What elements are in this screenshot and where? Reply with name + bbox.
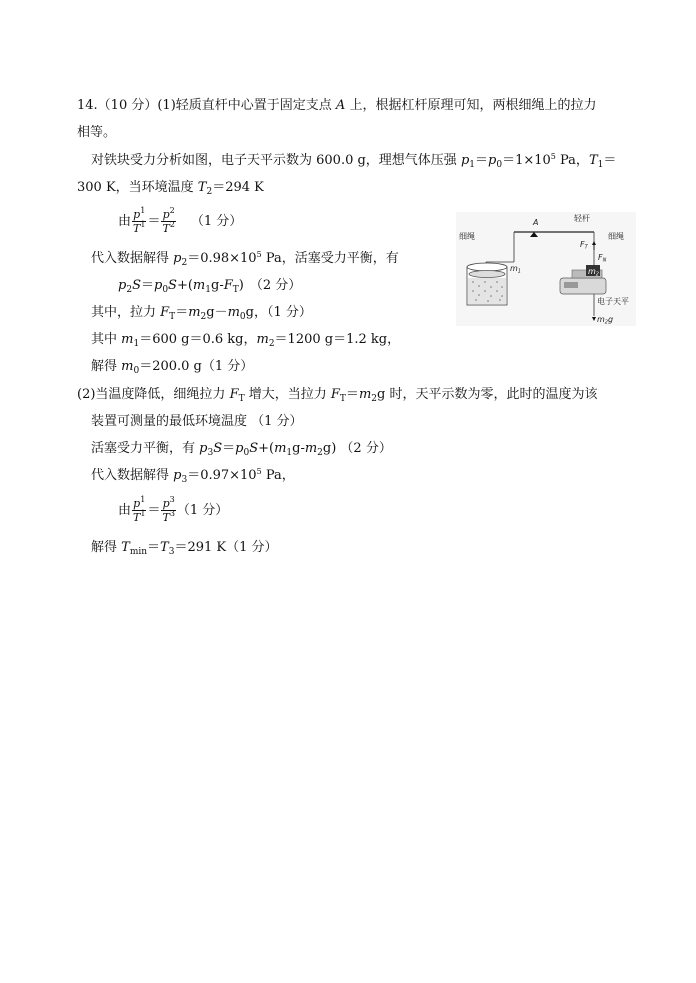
text: 活塞受力平衡，有 [91,441,200,456]
sub-1: 1 [597,160,604,170]
var-m1: m [192,278,206,293]
var-m0: m [227,305,240,320]
sub-3: 3 [207,448,214,458]
frac-den-t: T [162,511,170,524]
frac-num-sub: 3 [169,495,175,504]
text: g－ [206,305,228,320]
value: ＝291 K（1 分） [174,540,278,555]
eq-sign: ＝ [603,153,617,168]
label-m1: m1 [510,264,521,275]
p2-result-line [91,250,399,268]
text: g- [292,441,305,456]
var-s: S [249,441,259,456]
label-fn: FN [598,253,607,264]
var-t3: T [160,540,169,555]
value: ＝200.0 g（1 分） [139,359,254,374]
var-p1: p [460,153,470,168]
text: 增大，当拉力 [244,387,331,402]
p3-result-line [91,467,295,485]
score-text: （2 分） [249,278,302,293]
part1-text-b: 上，根据杠杆原理可知，两根细绳上的拉力 [345,98,597,113]
exp-5: 5 [256,250,262,259]
var-s: S [168,278,177,293]
label-m2g: m2g [597,315,614,326]
you-char: 由 [118,214,132,229]
var-m0: m [121,359,134,374]
var-t1: T [588,153,598,168]
sub-t: T [232,285,239,295]
var-f: F [229,387,239,402]
text: 解得 [91,359,122,374]
var-m2: m [256,332,269,347]
frac-num-p: p [133,497,141,510]
piston-equilibrium-eq-2 [91,440,392,458]
you-char: 由 [118,503,132,518]
sub-2: 2 [126,285,133,295]
apparatus-diagram [456,212,636,326]
label-a: A [533,218,539,227]
sub-2: 2 [206,187,213,197]
fraction-p2-t2 [161,208,175,235]
var-m1: m [121,332,134,347]
mass-values-line [91,331,400,349]
var-p0: p [153,278,163,293]
value: ＝600 g＝0.6 kg， [139,332,257,347]
frac-den-t: T [162,222,170,235]
var-s: S [213,441,223,456]
value: ＝0.98×10 [187,251,257,266]
label-rope-left: 细绳 [459,232,475,241]
minus: - [219,278,224,293]
frac-den-sub: 1 [140,220,146,229]
plus: +( [258,441,275,456]
frac-num-sub: 1 [140,206,146,215]
frac-num-p: p [162,208,170,221]
text: g 时，天平示数为零，此时的温度为该 [377,387,598,402]
analysis-unit: Pa， [555,153,589,168]
sub-2: 2 [181,258,188,268]
var-m2: m [304,441,318,456]
gas-law-equation-1 [118,207,242,237]
var-t: T [121,540,130,555]
eq-sign: ＝ [147,540,161,555]
fraction-p1-t1 [132,497,146,524]
exp-5: 5 [550,152,556,161]
sub-2: 2 [371,394,377,404]
sub-0: 0 [496,160,503,170]
text: 代入数据解得 [91,468,174,483]
var-p0: p [488,153,497,168]
var-m1: m [274,441,287,456]
text: 其中，拉力 [91,305,161,320]
question-header-line [77,97,596,115]
eq-sign: ＝ [345,387,359,402]
sub-1: 1 [205,285,211,295]
point-a: A [335,98,346,113]
sub-t: T [169,312,176,322]
value: ＝0.97×10 [187,468,257,483]
eq-sign: ＝ [147,503,161,518]
eq-sign: ＝ [175,305,189,320]
question-number: 14.（10 分） [77,98,158,113]
frac-den-sub: 2 [169,220,175,229]
tension-line [91,304,312,322]
sub-t: T [339,394,346,404]
var-p0: p [235,441,244,456]
sub-1: 1 [469,160,475,170]
cylinder-top [467,263,507,271]
text: g，（1 分） [245,305,312,320]
var-p2: p [173,251,182,266]
sub-0: 0 [133,366,140,376]
temperature-line [77,179,264,197]
sub-0: 0 [243,448,250,458]
m0-result-line [91,358,253,376]
analysis-text: 对铁块受力分析如图，电子天平示数为 600.0 g，理想气体压强 [91,153,461,168]
frac-den-t: T [133,511,141,524]
sub-3: 3 [181,475,188,485]
frac-num-sub: 2 [169,206,175,215]
score-text: （1 分） [190,214,243,229]
piston [469,271,505,278]
score-text: （1 分） [176,503,229,518]
label-balance: 电子天平 [597,297,629,306]
tmin-result-line [91,539,278,557]
sub-2: 2 [317,448,323,458]
text: (2)当温度降低，细绳拉力 [77,387,230,402]
sub-0: 0 [162,285,169,295]
var-p3: p [199,441,208,456]
sub-1: 1 [133,339,140,349]
value: ＝1200 g＝1.2 kg， [274,332,401,347]
part1-line2 [77,124,116,142]
part2-line1 [77,386,597,404]
eq-sign: ＝ [222,441,236,456]
var-f: F [330,387,340,402]
frac-den-sub: 3 [169,509,175,518]
var-s: S [132,278,141,293]
text: 其中 [91,332,122,347]
label-ft: FT [580,240,588,251]
var-p3: p [173,468,182,483]
var-p2: p [118,278,127,293]
sub-2: 2 [200,312,207,322]
frac-num-p: p [133,208,141,221]
gas-law-equation-2 [118,496,228,526]
frac-den-sub: 1 [140,509,146,518]
label-rope-right: 细绳 [608,232,624,241]
sub-0: 0 [239,312,246,322]
eq-sign: ＝ [140,278,154,293]
var-g: g [210,278,220,293]
analysis-line [91,152,616,170]
fraction-p3-t3 [161,497,175,524]
part1-text: (1)轻质直杆中心置于固定支点 [157,98,336,113]
frac-num-p: p [162,497,170,510]
text: Pa，活塞受力平衡，有 [261,251,399,266]
frac-num-sub: 1 [140,495,146,504]
text: g) （2 分） [322,441,392,456]
var-m2: m [358,387,372,402]
text: 解得 [91,540,122,555]
text: Pa， [261,468,295,483]
var-f: F [223,278,233,293]
var-t2: T [197,180,207,195]
analysis-value: ＝1×10 [502,153,551,168]
sub-1: 1 [286,448,293,458]
var-m2: m [188,305,201,320]
sub-3: 3 [168,547,175,557]
paren: ) [238,278,244,293]
plus: +( [176,278,193,293]
label-m2-block: m2 [588,267,599,278]
temp-value: ＝294 K [212,180,264,195]
temp-text: 300 K，当环境温度 [77,180,198,195]
exp-5: 5 [256,467,262,476]
text: 代入数据解得 [91,251,174,266]
text: 装置可测量的最低环境温度 （1 分） [91,414,303,429]
frac-den-t: T [133,222,141,235]
eq-sign: ＝ [475,153,489,168]
sub-2: 2 [268,339,275,349]
apparatus-figure [456,212,636,326]
fraction-p1-t1 [132,208,146,235]
piston-equilibrium-eq-1 [118,277,301,295]
balance-display [564,282,578,288]
label-rod: 轻杆 [574,214,590,223]
sub-min: min [129,547,148,557]
eq-sign: ＝ [147,214,161,229]
part2-line2 [91,413,303,431]
sub-t: T [238,394,245,404]
part1-text-c: 相等。 [77,125,117,140]
var-f: F [160,305,170,320]
